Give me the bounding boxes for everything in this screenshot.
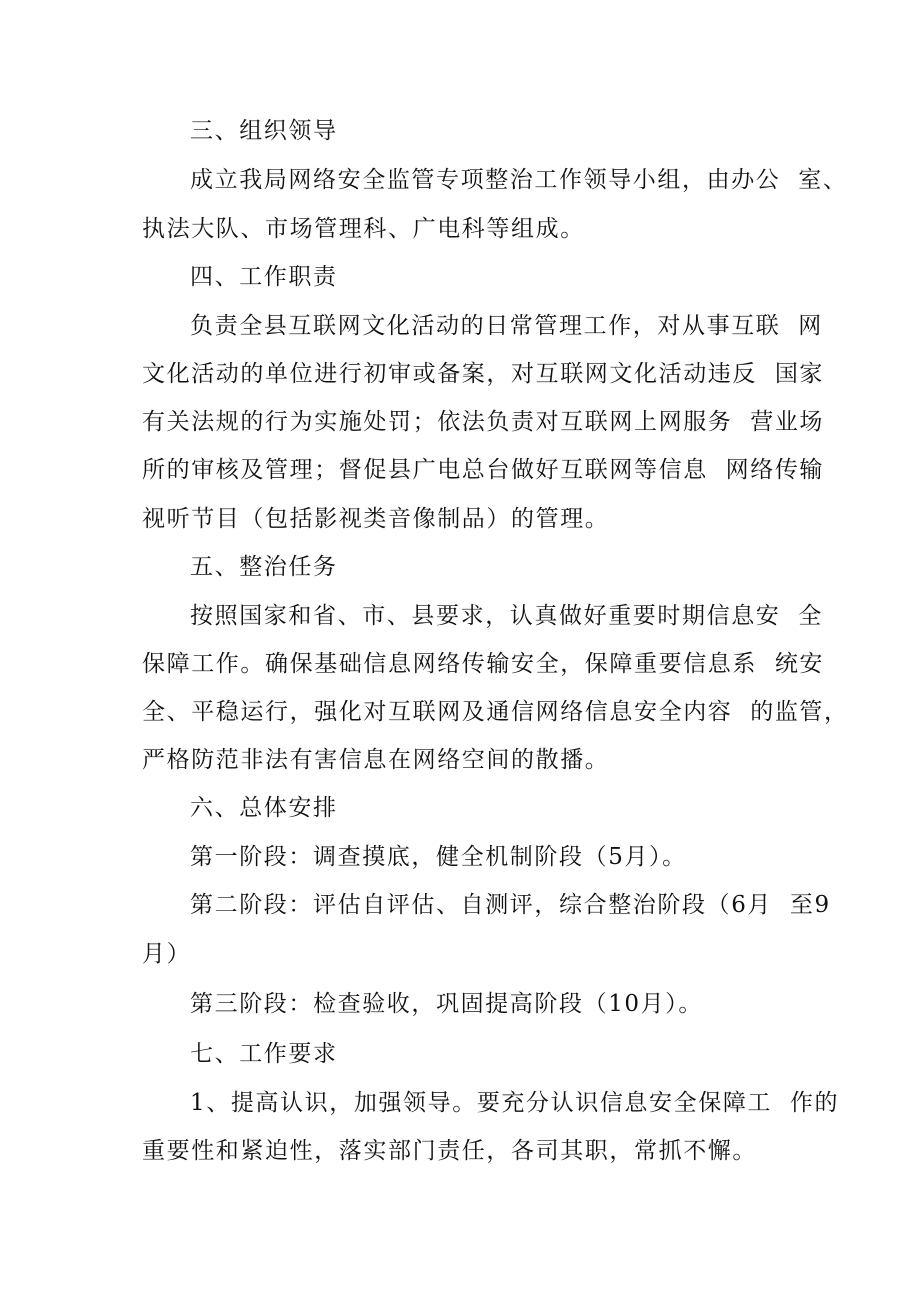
paragraph-line: 执法大队、市场管理科、广电科等组成。 — [142, 216, 585, 242]
paragraph-line: 按照国家和省、市、县要求，认真做好重要时期信息安 全 — [190, 603, 823, 629]
paragraph-line: 第一阶段：调查摸底，健全机制阶段（5月）。 — [190, 844, 687, 870]
heading-organization: 三、组织领导 — [190, 118, 338, 144]
paragraph-line: 第二阶段：评估自评估、自测评，综合整治阶段（6月 至9 — [190, 892, 831, 918]
paragraph-line: 有关法规的行为实施处罚；依法负责对互联网上网服务 营业场 — [142, 409, 825, 435]
paragraph-line: 重要性和紧迫性，落实部门责任，各司其职，常抓不懈。 — [142, 1138, 757, 1164]
heading-tasks: 五、整治任务 — [190, 554, 338, 580]
paragraph-line: 文化活动的单位进行初审或备案，对互联网文化活动违反 国家 — [142, 361, 825, 387]
heading-requirements: 七、工作要求 — [190, 1041, 338, 1067]
paragraph-line: 月） — [142, 941, 192, 967]
paragraph-line: 1、提高认识，加强领导。要充分认识信息安全保障工 作的 — [190, 1090, 840, 1116]
heading-duties: 四、工作职责 — [190, 264, 338, 290]
paragraph-line: 保障工作。确保基础信息网络传输安全，保障重要信息系 统安 — [142, 651, 825, 677]
paragraph-line: 全、平稳运行，强化对互联网及通信网络信息安全内容 的监管， — [142, 699, 849, 725]
paragraph-line: 第三阶段：检查验收，巩固提高阶段（10月）。 — [190, 991, 703, 1017]
paragraph-line: 所的审核及管理；督促县广电总台做好互联网等信息 网络传输 — [142, 457, 825, 483]
paragraph-line: 成立我局网络安全监管专项整治工作领导小组，由办公 室、 — [190, 167, 848, 193]
paragraph-line: 负责全县互联网文化活动的日常管理工作，对从事互联 网 — [190, 313, 823, 339]
paragraph-line: 严格防范非法有害信息在网络空间的散播。 — [142, 747, 610, 773]
paragraph-line: 视听节目（包括影视类音像制品）的管理。 — [142, 506, 610, 532]
heading-arrangement: 六、总体安排 — [190, 795, 338, 821]
